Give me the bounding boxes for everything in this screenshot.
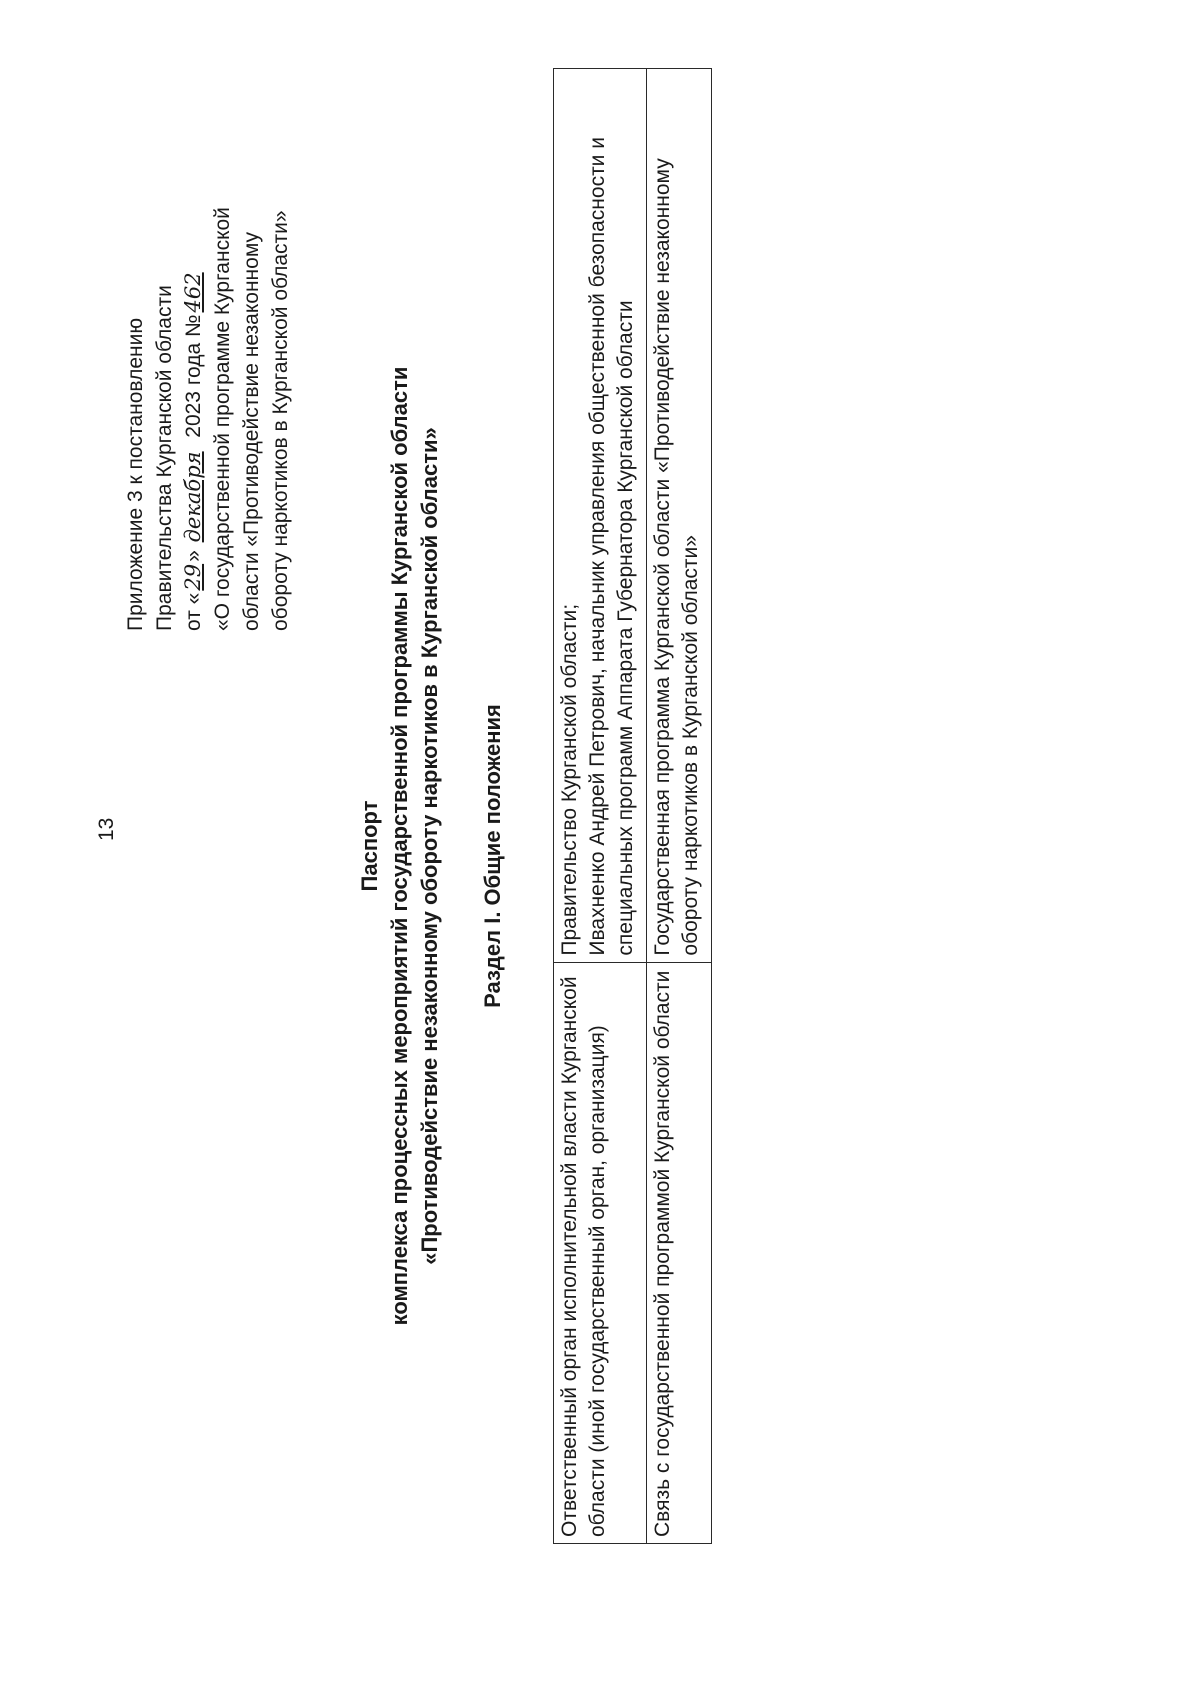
table-row [647, 69, 712, 1544]
appendix-line-1: Приложение 3 к постановлению [124, 317, 147, 631]
appendix-line-4: «О государственной программе Курганской [211, 207, 234, 631]
document-title [355, 296, 445, 1396]
handwritten-month: декабря [181, 451, 205, 543]
table-cell-label: Ответственный орган исполнительной власти Курганской области (иной государственный орган, организация) [554, 962, 647, 1543]
section-title: Раздел I. Общие положения [480, 704, 505, 1008]
appendix-date-line [179, 51, 208, 631]
title-line-2: «Противодействие незаконному обороту наркотиков в Курганской области» [417, 427, 442, 1265]
date-year: 2023 года № [182, 314, 205, 438]
handwritten-number: 462 [181, 272, 205, 313]
value-line: Ивахненко Андрей Петрович, начальник управления общественной безопасности и специальных программ Аппарата Губернатора Курганской области [586, 137, 637, 956]
title-line-1: комплекса процессных мероприятий государственной программы Курганской области [387, 366, 412, 1326]
table-row [554, 69, 647, 1544]
appendix-line-6: обороту наркотиков в Курганской области» [269, 210, 292, 631]
passport-table [553, 68, 712, 1544]
page-number: 13 [95, 817, 118, 841]
table-cell-label: Связь с государственной программой Курганской области [647, 962, 712, 1543]
appendix-line-2: Правительства Курганской области [153, 285, 176, 631]
value-line: Правительство Курганской области; [558, 603, 581, 956]
appendix-block [121, 51, 295, 631]
date-day-close: » [182, 550, 205, 562]
table-cell-value [554, 69, 647, 963]
title-heading: Паспорт [357, 800, 382, 892]
handwritten-day: 29 [181, 563, 205, 591]
date-prefix: от « [182, 592, 205, 631]
table-cell-value [647, 69, 712, 963]
value-line: Государственная программа Курганской области «Противодействие незаконному обороту наркотиков в Курганской области» [651, 158, 702, 956]
appendix-line-5: области «Противодействие незаконному [240, 232, 263, 631]
